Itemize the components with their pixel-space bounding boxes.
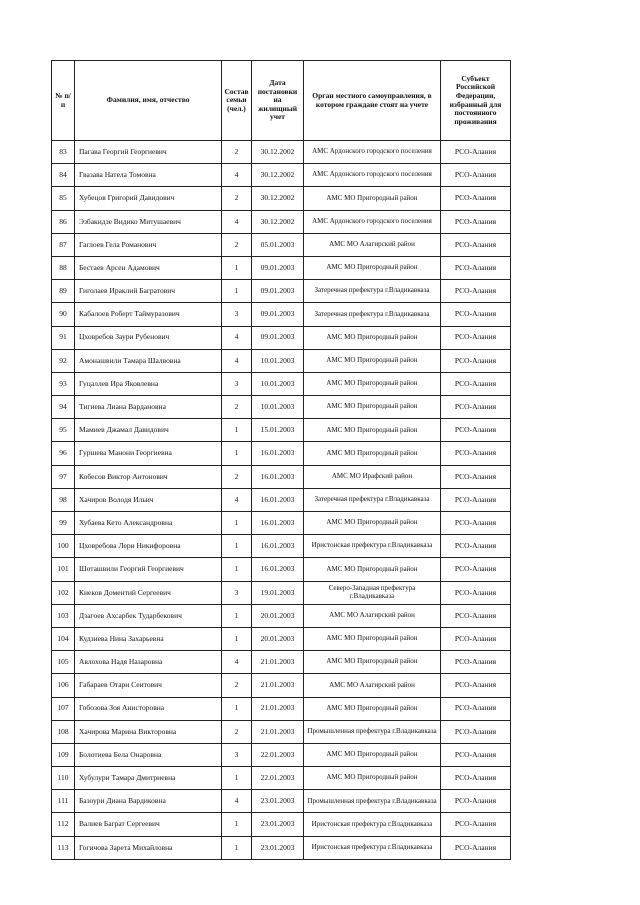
- cell-name: Цховребов Заури Рубенович: [75, 326, 222, 349]
- table-row: [52, 349, 511, 372]
- table-row: [52, 743, 511, 766]
- cell-name: Базоури Диана Вардиковна: [75, 790, 222, 813]
- table-row: [52, 187, 511, 210]
- cell-date: 30.12.2002: [252, 141, 304, 164]
- cell-name: Хубулури Тамара Дмитриевна: [75, 767, 222, 790]
- cell-date: 30.12.2002: [252, 164, 304, 187]
- cell-num: 91: [52, 326, 75, 349]
- table-row: [52, 141, 511, 164]
- cell-org: АМС МО Алагирский район: [304, 604, 441, 627]
- cell-family: 1: [222, 767, 252, 790]
- cell-date: 15.01.2003: [252, 419, 304, 442]
- cell-date: 16.01.2003: [252, 488, 304, 511]
- cell-num: 107: [52, 697, 75, 720]
- table-row: [52, 512, 511, 535]
- cell-num: 99: [52, 512, 75, 535]
- cell-name: Мамиев Джамал Давидович: [75, 419, 222, 442]
- cell-name: Кабалоев Роберт Таймуразович: [75, 303, 222, 326]
- table-row: [52, 442, 511, 465]
- cell-org: АМС МО Пригородный район: [304, 697, 441, 720]
- cell-family: 3: [222, 303, 252, 326]
- cell-name: Пагава Георгий Георгиевич: [75, 141, 222, 164]
- cell-date: 20.01.2003: [252, 604, 304, 627]
- cell-family: 4: [222, 164, 252, 187]
- cell-org: АМС МО Пригородный район: [304, 651, 441, 674]
- cell-family: 2: [222, 187, 252, 210]
- cell-date: 23.01.2003: [252, 790, 304, 813]
- cell-subject: РСО-Алания: [441, 372, 511, 395]
- cell-org: АМС МО Алагирский район: [304, 233, 441, 256]
- cell-name: Хубецов Григорий Давидович: [75, 187, 222, 210]
- cell-num: 110: [52, 767, 75, 790]
- cell-name: Авлохова Надя Назаровна: [75, 651, 222, 674]
- cell-subject: РСО-Алания: [441, 326, 511, 349]
- cell-org: АМС МО Пригородный район: [304, 326, 441, 349]
- header-num: № п/п: [52, 61, 75, 141]
- cell-date: 30.12.2002: [252, 187, 304, 210]
- cell-name: Болотиева Бела Онаровна: [75, 743, 222, 766]
- cell-family: 2: [222, 141, 252, 164]
- cell-family: 1: [222, 256, 252, 279]
- cell-subject: РСО-Алания: [441, 813, 511, 836]
- table-row: [52, 836, 511, 859]
- cell-family: 3: [222, 372, 252, 395]
- table-row: [52, 674, 511, 697]
- cell-num: 84: [52, 164, 75, 187]
- cell-date: 23.01.2003: [252, 836, 304, 859]
- registry-table: [51, 60, 511, 860]
- table-row: [52, 767, 511, 790]
- cell-name: Дзагоев Ахсарбек Тударбекович: [75, 604, 222, 627]
- cell-name: Цховребова Лери Никифоровна: [75, 535, 222, 558]
- table-row: [52, 535, 511, 558]
- table-row: [52, 465, 511, 488]
- cell-subject: РСО-Алания: [441, 465, 511, 488]
- table-row: [52, 372, 511, 395]
- cell-name: Эзбакидзе Видико Митушаевич: [75, 210, 222, 233]
- cell-family: 1: [222, 535, 252, 558]
- table-row: [52, 697, 511, 720]
- cell-date: 23.01.2003: [252, 813, 304, 836]
- cell-family: 1: [222, 512, 252, 535]
- table-row: [52, 303, 511, 326]
- cell-subject: РСО-Алания: [441, 442, 511, 465]
- cell-org: АМС МО Пригородный район: [304, 743, 441, 766]
- cell-family: 2: [222, 233, 252, 256]
- cell-family: 4: [222, 349, 252, 372]
- cell-subject: РСО-Алания: [441, 558, 511, 581]
- cell-org: АМС МО Пригородный район: [304, 349, 441, 372]
- cell-subject: РСО-Алания: [441, 651, 511, 674]
- table-row: [52, 488, 511, 511]
- cell-num: 108: [52, 720, 75, 743]
- cell-name: Гуцаллев Ира Яковлевна: [75, 372, 222, 395]
- table-body: [52, 141, 511, 860]
- cell-date: 10.01.2003: [252, 372, 304, 395]
- cell-org: Иристонская префектура г.Владикавказа: [304, 836, 441, 859]
- cell-date: 16.01.2003: [252, 535, 304, 558]
- cell-subject: РСО-Алания: [441, 581, 511, 604]
- cell-subject: РСО-Алания: [441, 256, 511, 279]
- cell-org: АМС МО Пригородный район: [304, 419, 441, 442]
- cell-num: 112: [52, 813, 75, 836]
- cell-family: 4: [222, 651, 252, 674]
- cell-name: Гаглоев Гела Романович: [75, 233, 222, 256]
- cell-org: АМС МО Пригородный район: [304, 627, 441, 650]
- cell-num: 95: [52, 419, 75, 442]
- cell-org: АМС Ардонского городского поселения: [304, 210, 441, 233]
- cell-date: 09.01.2003: [252, 280, 304, 303]
- cell-org: АМС МО Пригородный район: [304, 372, 441, 395]
- cell-num: 87: [52, 233, 75, 256]
- cell-family: 1: [222, 836, 252, 859]
- cell-num: 90: [52, 303, 75, 326]
- table-row: [52, 790, 511, 813]
- cell-num: 86: [52, 210, 75, 233]
- cell-family: 1: [222, 558, 252, 581]
- cell-name: Хачирова Марина Викторовна: [75, 720, 222, 743]
- cell-org: АМС МО Пригородный район: [304, 256, 441, 279]
- cell-org: АМС МО Пригородный район: [304, 442, 441, 465]
- cell-family: 1: [222, 813, 252, 836]
- table-row: [52, 627, 511, 650]
- cell-name: Валиев Баграт Сергеевич: [75, 813, 222, 836]
- cell-subject: РСО-Алания: [441, 512, 511, 535]
- cell-family: 4: [222, 326, 252, 349]
- cell-family: 2: [222, 674, 252, 697]
- cell-num: 101: [52, 558, 75, 581]
- cell-date: 21.01.2003: [252, 697, 304, 720]
- cell-name: Гобозова Зоя Анисторовна: [75, 697, 222, 720]
- cell-family: 1: [222, 697, 252, 720]
- cell-name: Киеков Доментий Сергеевич: [75, 581, 222, 604]
- cell-num: 109: [52, 743, 75, 766]
- cell-num: 97: [52, 465, 75, 488]
- cell-subject: РСО-Алания: [441, 836, 511, 859]
- cell-num: 92: [52, 349, 75, 372]
- cell-subject: РСО-Алания: [441, 419, 511, 442]
- cell-name: Бестаев Арсен Адамович: [75, 256, 222, 279]
- table-row: [52, 651, 511, 674]
- cell-subject: РСО-Алания: [441, 488, 511, 511]
- cell-name: Гвазава Натела Томовна: [75, 164, 222, 187]
- cell-date: 10.01.2003: [252, 349, 304, 372]
- table-row: [52, 164, 511, 187]
- cell-subject: РСО-Алания: [441, 674, 511, 697]
- cell-org: Промышленная префектура г.Владикавказа: [304, 720, 441, 743]
- table-row: [52, 280, 511, 303]
- cell-family: 2: [222, 720, 252, 743]
- cell-org: АМС МО Пригородный район: [304, 512, 441, 535]
- table-header-row: [52, 61, 511, 141]
- header-family: Состав семьи (чел.): [222, 61, 252, 141]
- cell-date: 19.01.2003: [252, 581, 304, 604]
- cell-num: 103: [52, 604, 75, 627]
- cell-date: 30.12.2002: [252, 210, 304, 233]
- cell-org: АМС Ардонского городского поселения: [304, 164, 441, 187]
- cell-family: 4: [222, 790, 252, 813]
- cell-date: 16.01.2003: [252, 442, 304, 465]
- cell-num: 113: [52, 836, 75, 859]
- cell-date: 09.01.2003: [252, 303, 304, 326]
- cell-num: 89: [52, 280, 75, 303]
- cell-date: 22.01.2003: [252, 743, 304, 766]
- cell-subject: РСО-Алания: [441, 743, 511, 766]
- cell-org: Иристонская префектура г.Владикавказа: [304, 535, 441, 558]
- cell-org: АМС МО Алагирский район: [304, 674, 441, 697]
- cell-family: 4: [222, 488, 252, 511]
- cell-date: 21.01.2003: [252, 651, 304, 674]
- cell-num: 96: [52, 442, 75, 465]
- cell-subject: РСО-Алания: [441, 604, 511, 627]
- cell-org: АМС МО Пригородный район: [304, 558, 441, 581]
- cell-name: Габараев Отари Сеитович: [75, 674, 222, 697]
- cell-name: Гиголаев Ираклий Багратович: [75, 280, 222, 303]
- cell-num: 85: [52, 187, 75, 210]
- cell-subject: РСО-Алания: [441, 280, 511, 303]
- cell-subject: РСО-Алания: [441, 187, 511, 210]
- cell-family: 1: [222, 442, 252, 465]
- cell-subject: РСО-Алания: [441, 790, 511, 813]
- cell-num: 88: [52, 256, 75, 279]
- table-row: [52, 256, 511, 279]
- table-row: [52, 604, 511, 627]
- table-row: [52, 581, 511, 604]
- table-row: [52, 720, 511, 743]
- cell-subject: РСО-Алания: [441, 396, 511, 419]
- cell-org: АМС МО Пригородный район: [304, 767, 441, 790]
- header-org: Орган местного самоуправления, в котором граждане стоят на учете: [304, 61, 441, 141]
- cell-org: Затеречная префектура г.Владикавказа: [304, 280, 441, 303]
- cell-name: Кобесов Виктор Антонович: [75, 465, 222, 488]
- cell-subject: РСО-Алания: [441, 720, 511, 743]
- cell-subject: РСО-Алания: [441, 303, 511, 326]
- cell-family: 2: [222, 465, 252, 488]
- cell-date: 20.01.2003: [252, 627, 304, 650]
- cell-name: Шоташвили Георгий Георгиевич: [75, 558, 222, 581]
- cell-subject: РСО-Алания: [441, 349, 511, 372]
- cell-subject: РСО-Алания: [441, 535, 511, 558]
- cell-name: Гуршева Манони Георгиевна: [75, 442, 222, 465]
- table-row: [52, 326, 511, 349]
- cell-org: Затеречная префектура г.Владикавказа: [304, 303, 441, 326]
- cell-family: 2: [222, 396, 252, 419]
- cell-date: 22.01.2003: [252, 767, 304, 790]
- cell-org: Северо-Западная префектура г.Владикавказа: [304, 581, 441, 604]
- cell-num: 98: [52, 488, 75, 511]
- cell-name: Кудзиева Нина Захарьевна: [75, 627, 222, 650]
- table-row: [52, 419, 511, 442]
- cell-family: 3: [222, 743, 252, 766]
- cell-family: 1: [222, 280, 252, 303]
- cell-org: АМС МО Ирафский район: [304, 465, 441, 488]
- header-date: Дата постановки на жилищный учет: [252, 61, 304, 141]
- cell-subject: РСО-Алания: [441, 233, 511, 256]
- cell-subject: РСО-Алания: [441, 210, 511, 233]
- cell-date: 09.01.2003: [252, 326, 304, 349]
- cell-num: 102: [52, 581, 75, 604]
- cell-date: 05.01.2003: [252, 233, 304, 256]
- cell-family: 4: [222, 210, 252, 233]
- cell-org: АМС МО Пригородный район: [304, 396, 441, 419]
- cell-family: 1: [222, 604, 252, 627]
- table-row: [52, 558, 511, 581]
- cell-num: 93: [52, 372, 75, 395]
- table-row: [52, 210, 511, 233]
- cell-name: Хачиров Володя Ильич: [75, 488, 222, 511]
- cell-org: Промышленная префектура г.Владикавказа: [304, 790, 441, 813]
- cell-date: 16.01.2003: [252, 512, 304, 535]
- cell-date: 10.01.2003: [252, 396, 304, 419]
- cell-date: 21.01.2003: [252, 720, 304, 743]
- header-name: Фамилия, имя, отчество: [75, 61, 222, 141]
- header-subject: Субъект Российской Федерации, избранный для постоянного проживания: [441, 61, 511, 141]
- cell-org: АМС МО Пригородный район: [304, 187, 441, 210]
- cell-num: 100: [52, 535, 75, 558]
- cell-subject: РСО-Алания: [441, 141, 511, 164]
- cell-org: Затеречная префектура г.Владикавказа: [304, 488, 441, 511]
- cell-num: 104: [52, 627, 75, 650]
- cell-name: Тигиева Лиана Вардановна: [75, 396, 222, 419]
- cell-subject: РСО-Алания: [441, 697, 511, 720]
- cell-name: Гогичова Зарета Михайловна: [75, 836, 222, 859]
- cell-family: 3: [222, 581, 252, 604]
- cell-num: 111: [52, 790, 75, 813]
- cell-num: 94: [52, 396, 75, 419]
- cell-org: АМС Ардонского городского поселения: [304, 141, 441, 164]
- cell-subject: РСО-Алания: [441, 627, 511, 650]
- cell-name: Хубаева Кето Александровна: [75, 512, 222, 535]
- table-row: [52, 233, 511, 256]
- cell-org: Иристонская префектура г.Владикавказа: [304, 813, 441, 836]
- cell-num: 106: [52, 674, 75, 697]
- cell-date: 09.01.2003: [252, 256, 304, 279]
- cell-date: 16.01.2003: [252, 465, 304, 488]
- cell-num: 105: [52, 651, 75, 674]
- cell-subject: РСО-Алания: [441, 164, 511, 187]
- cell-num: 83: [52, 141, 75, 164]
- cell-family: 1: [222, 627, 252, 650]
- cell-family: 1: [222, 419, 252, 442]
- cell-name: Амонашвили Тамара Шалвовна: [75, 349, 222, 372]
- table-row: [52, 813, 511, 836]
- cell-date: 21.01.2003: [252, 674, 304, 697]
- table-row: [52, 396, 511, 419]
- cell-subject: РСО-Алания: [441, 767, 511, 790]
- cell-date: 16.01.2003: [252, 558, 304, 581]
